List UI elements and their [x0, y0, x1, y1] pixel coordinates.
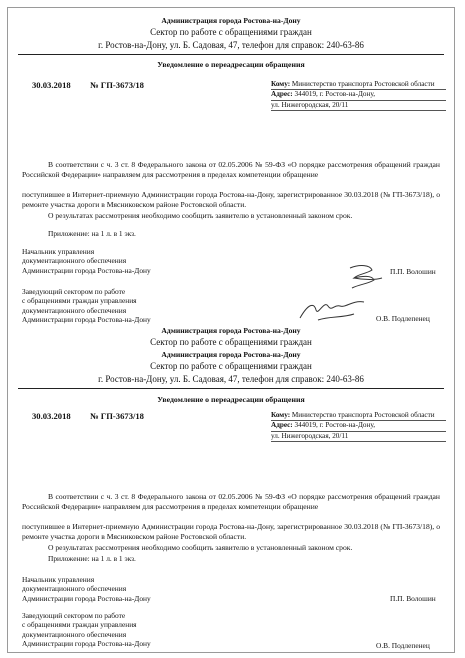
signer1-title-line: Начальник управления — [22, 575, 95, 584]
address-line-2: ул. Нижегородская, 20/11 — [271, 432, 446, 442]
notice-title: Уведомление о переадресации обращения — [157, 60, 305, 69]
address-line-1: 344019, г. Ростов-на-Дону, — [294, 421, 376, 430]
signer2-title — [22, 611, 151, 649]
signer1-title — [22, 247, 151, 275]
signer2-title-line: документационного обеспечения — [22, 305, 127, 315]
address-line-2: ул. Нижегородская, 20/11 — [271, 101, 446, 111]
signer1-title-line: документационного обеспечения — [22, 584, 127, 594]
notice-number: № ГП-3673/18 — [90, 411, 144, 421]
notice-date: 30.03.2018 — [32, 411, 71, 421]
letterhead-org: Администрация города Ростова-на-Дону — [161, 350, 301, 359]
notice-date: 30.03.2018 — [32, 80, 71, 90]
paragraph-result: О результатах рассмотрения необходимо сообщить заявителю в установленный законом срок. — [48, 543, 353, 552]
signer2-title-line: с обращениями граждан управления — [22, 296, 137, 306]
letterhead-org: Администрация города Ростова-на-Дону — [161, 16, 301, 25]
signer1-name: П.П. Волошин — [390, 267, 436, 276]
recipient-label: Кому: — [271, 411, 291, 419]
signer2-title-line: документационного обеспечения — [22, 629, 127, 639]
paragraph-registration: поступившее в Интернет-приемную Администрации города Ростова-на-Дону, зарегистрированное 30.03.2018 (№ ГП-3673/18), о ремонте участка дороги в Мясниковском районе Ростовской области. — [22, 522, 440, 541]
signer2-title-line: с обращениями граждан управления — [22, 620, 137, 630]
signer1-name: П.П. Волошин — [390, 594, 436, 603]
address-line — [271, 90, 446, 100]
recipient-line — [271, 80, 446, 90]
signer2-name: О.В. Подлепенец — [376, 641, 430, 650]
letterhead-address: г. Ростов-на-Дону, ул. Б. Садовая, 47, телефон для справок: 240-63-86 — [98, 40, 364, 50]
signer2-title-line: Администрации города Ростова-на-Дону — [22, 639, 151, 649]
address-line-1: 344019, г. Ростов-на-Дону, — [294, 90, 376, 99]
attachment-note: Приложение: на 1 л. в 1 экз. — [48, 229, 136, 238]
attachment-note: Приложение: на 1 л. в 1 экз. — [48, 554, 136, 563]
signer2-title — [22, 287, 151, 325]
letterhead-address: г. Ростов-на-Дону, ул. Б. Садовая, 47, телефон для справок: 240-63-86 — [98, 374, 364, 384]
recipient-line — [271, 411, 446, 421]
signer2-title-line: Заведующий сектором по работе — [22, 287, 126, 296]
letterhead-dept: Сектор по работе с обращениями граждан — [150, 361, 312, 371]
signer2-title-line: Заведующий сектором по работе — [22, 611, 126, 620]
signer1-title-line: Начальник управления — [22, 247, 95, 256]
recipient-block — [271, 411, 446, 442]
recipient-label: Кому: — [271, 80, 291, 88]
divider — [18, 54, 444, 55]
signer2-name: О.В. Подлепенец — [376, 314, 430, 323]
signer1-title — [22, 575, 151, 603]
divider — [18, 388, 444, 389]
signer1-title-line: Администрации города Ростова-на-Дону — [22, 265, 151, 275]
document-page — [7, 7, 455, 653]
signer1-title-line: Администрации города Ростова-на-Дону — [22, 593, 151, 603]
signer1-title-line: документационного обеспечения — [22, 256, 127, 266]
notice-number: № ГП-3673/18 — [90, 80, 144, 90]
recipient-block — [271, 80, 446, 111]
address-label: Адрес: — [271, 421, 293, 430]
address-label: Адрес: — [271, 90, 293, 99]
letterhead-org: Администрация города Ростова-на-Дону — [161, 326, 301, 335]
signature-podlepenets — [298, 296, 368, 324]
signature-voloshin — [346, 262, 386, 292]
signer2-title-line: Администрации города Ростова-на-Дону — [22, 315, 151, 325]
paragraph-registration: поступившее в Интернет-приемную Администрации города Ростова-на-Дону, зарегистрированное 30.03.2018 (№ ГП-3673/18), о ремонте участка дороги в Мясниковском районе Ростовской области. — [22, 190, 440, 209]
paragraph-result: О результатах рассмотрения необходимо сообщить заявителю в установленный законом срок. — [48, 211, 353, 220]
recipient-org: Министерство транспорта Ростовской области — [291, 411, 435, 419]
paragraph-law: В соответствии с ч. 3 ст. 8 Федерального закона от 02.05.2006 № 59-ФЗ «О порядке рассмотрения обращений граждан Российской Федерации» направляем для рассмотрения в пределах компетенции обращение — [22, 160, 440, 179]
recipient-org: Министерство транспорта Ростовской области — [291, 80, 435, 88]
paragraph-law: В соответствии с ч. 3 ст. 8 Федерального закона от 02.05.2006 № 59-ФЗ «О порядке рассмотрения обращений граждан Российской Федерации» направляем для рассмотрения в пределах компетенции обращение — [22, 492, 440, 511]
notice-title: Уведомление о переадресации обращения — [157, 395, 305, 404]
letterhead-dept: Сектор по работе с обращениями граждан — [150, 337, 312, 347]
letterhead-dept: Сектор по работе с обращениями граждан — [150, 27, 312, 37]
address-line — [271, 421, 446, 431]
